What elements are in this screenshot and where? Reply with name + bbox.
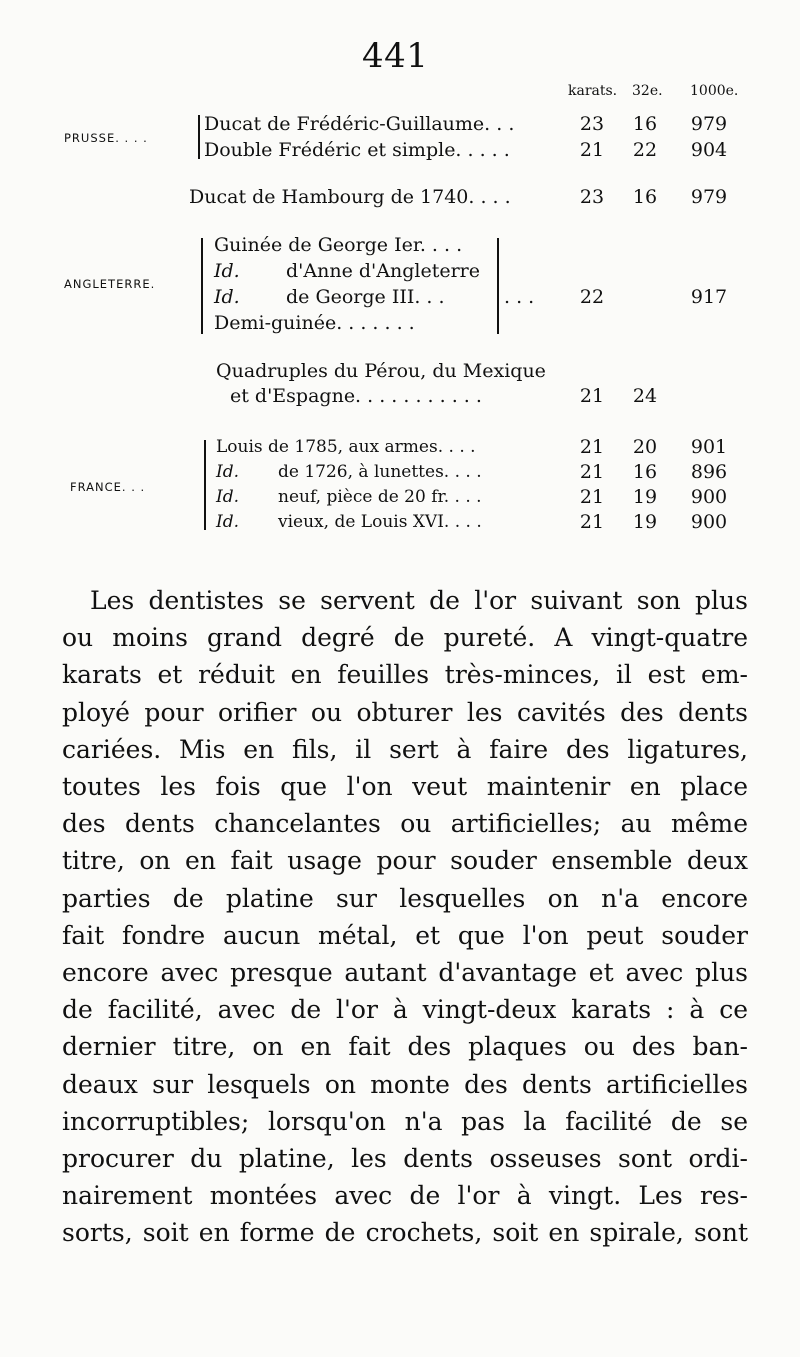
karats-value: 21 bbox=[579, 436, 605, 458]
table-row bbox=[216, 358, 776, 384]
thirty-seconds-value: 20 bbox=[632, 436, 658, 458]
karats-value: 21 bbox=[579, 385, 605, 407]
table-row bbox=[216, 383, 776, 409]
table-row bbox=[216, 509, 776, 535]
karats-value: 22 bbox=[579, 286, 605, 308]
thousandths-value: 900 bbox=[690, 486, 728, 508]
table-row bbox=[214, 258, 514, 284]
country-label-angleterre: ANGLETERRE. bbox=[64, 277, 156, 291]
karats-value: 21 bbox=[579, 486, 605, 508]
paragraph-line: procurer du platine, les dents osseuses sont ordi- bbox=[62, 1144, 748, 1174]
coin-name: Ducat de Frédéric-Guillaume. . . bbox=[204, 113, 515, 135]
coin-name: d'Anne d'Angleterre bbox=[286, 260, 480, 282]
paragraph-line: titre, on en fait usage pour souder ensemble deux bbox=[62, 846, 748, 876]
paragraph-line: parties de platine sur lesquelles on n'a encore bbox=[62, 883, 748, 913]
id-abbreviation: Id. bbox=[216, 462, 240, 482]
paragraph-line: encore avec presque autant d'avantage et avec plus bbox=[62, 958, 748, 988]
thirty-seconds-value: 22 bbox=[632, 139, 658, 161]
coin-name: Guinée de George Ier. . . . bbox=[214, 234, 463, 256]
thirty-seconds-value: 16 bbox=[632, 113, 658, 135]
id-abbreviation: Id. bbox=[214, 260, 240, 282]
paragraph-line: toutes les fois que l'on veut maintenir en place bbox=[62, 772, 748, 802]
shared-leader-dots: . . . bbox=[504, 286, 535, 308]
coin-name: Demi-guinée. . . . . . . bbox=[214, 312, 415, 334]
table-row bbox=[204, 137, 764, 163]
table-row bbox=[204, 111, 764, 137]
id-abbreviation: Id. bbox=[214, 286, 240, 308]
paragraph-line: de facilité, avec de l'or à vingt-deux karats : à ce bbox=[62, 995, 748, 1025]
table-row bbox=[216, 434, 776, 460]
paragraph-line: nairement montées avec de l'or à vingt. Les res- bbox=[62, 1181, 748, 1211]
thirty-seconds-value: 16 bbox=[632, 186, 658, 208]
paragraph-line: dernier titre, on en fait des plaques ou des ban- bbox=[62, 1032, 748, 1062]
paragraph-line: deaux sur lesquels on monte des dents artificielles bbox=[62, 1069, 748, 1099]
paragraph-line: ou moins grand degré de pureté. A vingt-quatre bbox=[62, 623, 748, 653]
table-row bbox=[214, 232, 514, 258]
coin-name: Ducat de Hambourg de 1740. . . . bbox=[189, 186, 511, 208]
thousandths-value: 904 bbox=[690, 139, 728, 161]
coin-name: Quadruples du Pérou, du Mexique bbox=[216, 360, 546, 382]
thousandths-value: 917 bbox=[690, 286, 728, 308]
table-row bbox=[216, 459, 776, 485]
column-header-thirty-seconds: 32e. bbox=[632, 83, 663, 99]
coin-name: Louis de 1785, aux armes. . . . bbox=[216, 437, 476, 457]
id-abbreviation: Id. bbox=[216, 487, 240, 507]
table-row bbox=[214, 310, 514, 336]
paragraph-line: fait fondre aucun métal, et que l'on peut souder bbox=[62, 920, 748, 950]
thousandths-value: 901 bbox=[690, 436, 728, 458]
column-header-thousandths: 1000e. bbox=[690, 83, 739, 99]
thousandths-value: 979 bbox=[690, 113, 728, 135]
table-row bbox=[214, 284, 774, 310]
karats-value: 23 bbox=[579, 186, 605, 208]
paragraph-line: des dents chancelantes ou artificielles; au même bbox=[62, 809, 748, 839]
paragraph-line: Les dentistes se servent de l'or suivant son plus bbox=[90, 586, 748, 615]
id-abbreviation: Id. bbox=[216, 512, 240, 532]
thirty-seconds-value: 19 bbox=[632, 511, 658, 533]
page-number: 441 bbox=[362, 36, 429, 76]
karats-value: 21 bbox=[579, 139, 605, 161]
brace-angleterre-left bbox=[201, 238, 203, 334]
country-label-prusse: PRUSSE. . . . bbox=[64, 131, 148, 145]
brace-france bbox=[204, 440, 206, 530]
paragraph-line: karats et réduit en feuilles très-minces, il est em- bbox=[62, 660, 748, 690]
coin-name: vieux, de Louis XVI. . . . bbox=[278, 512, 482, 532]
karats-value: 21 bbox=[579, 461, 605, 483]
body-paragraph bbox=[62, 582, 748, 1252]
paragraph-line: sorts, soit en forme de crochets, soit en spirale, sont bbox=[62, 1218, 748, 1248]
gold-coin-table bbox=[0, 0, 800, 560]
coin-name: Double Frédéric et simple. . . . . bbox=[204, 139, 510, 161]
karats-value: 23 bbox=[579, 113, 605, 135]
thousandths-value: 896 bbox=[690, 461, 728, 483]
thousandths-value: 900 bbox=[690, 511, 728, 533]
thirty-seconds-value: 16 bbox=[632, 461, 658, 483]
coin-name: de 1726, à lunettes. . . . bbox=[278, 462, 482, 482]
brace-prusse bbox=[198, 115, 200, 159]
column-header-karats: karats. bbox=[568, 83, 618, 99]
thirty-seconds-value: 19 bbox=[632, 486, 658, 508]
coin-name: de George III. . . bbox=[286, 286, 445, 308]
paragraph-line: incorruptibles; lorsqu'on n'a pas la facilité de se bbox=[62, 1106, 748, 1136]
paragraph-line: ployé pour orifier ou obturer les cavités des dents bbox=[62, 697, 748, 727]
coin-name: neuf, pièce de 20 fr. . . . bbox=[278, 487, 482, 507]
thousandths-value: 979 bbox=[690, 186, 728, 208]
table-row bbox=[216, 484, 776, 510]
karats-value: 21 bbox=[579, 511, 605, 533]
table-row bbox=[189, 184, 769, 210]
country-label-france: FRANCE. . . bbox=[70, 480, 146, 494]
thirty-seconds-value: 24 bbox=[632, 385, 658, 407]
coin-name: et d'Espagne. . . . . . . . . . . bbox=[230, 385, 482, 407]
paragraph-line: cariées. Mis en fils, il sert à faire des ligatures, bbox=[62, 734, 748, 764]
